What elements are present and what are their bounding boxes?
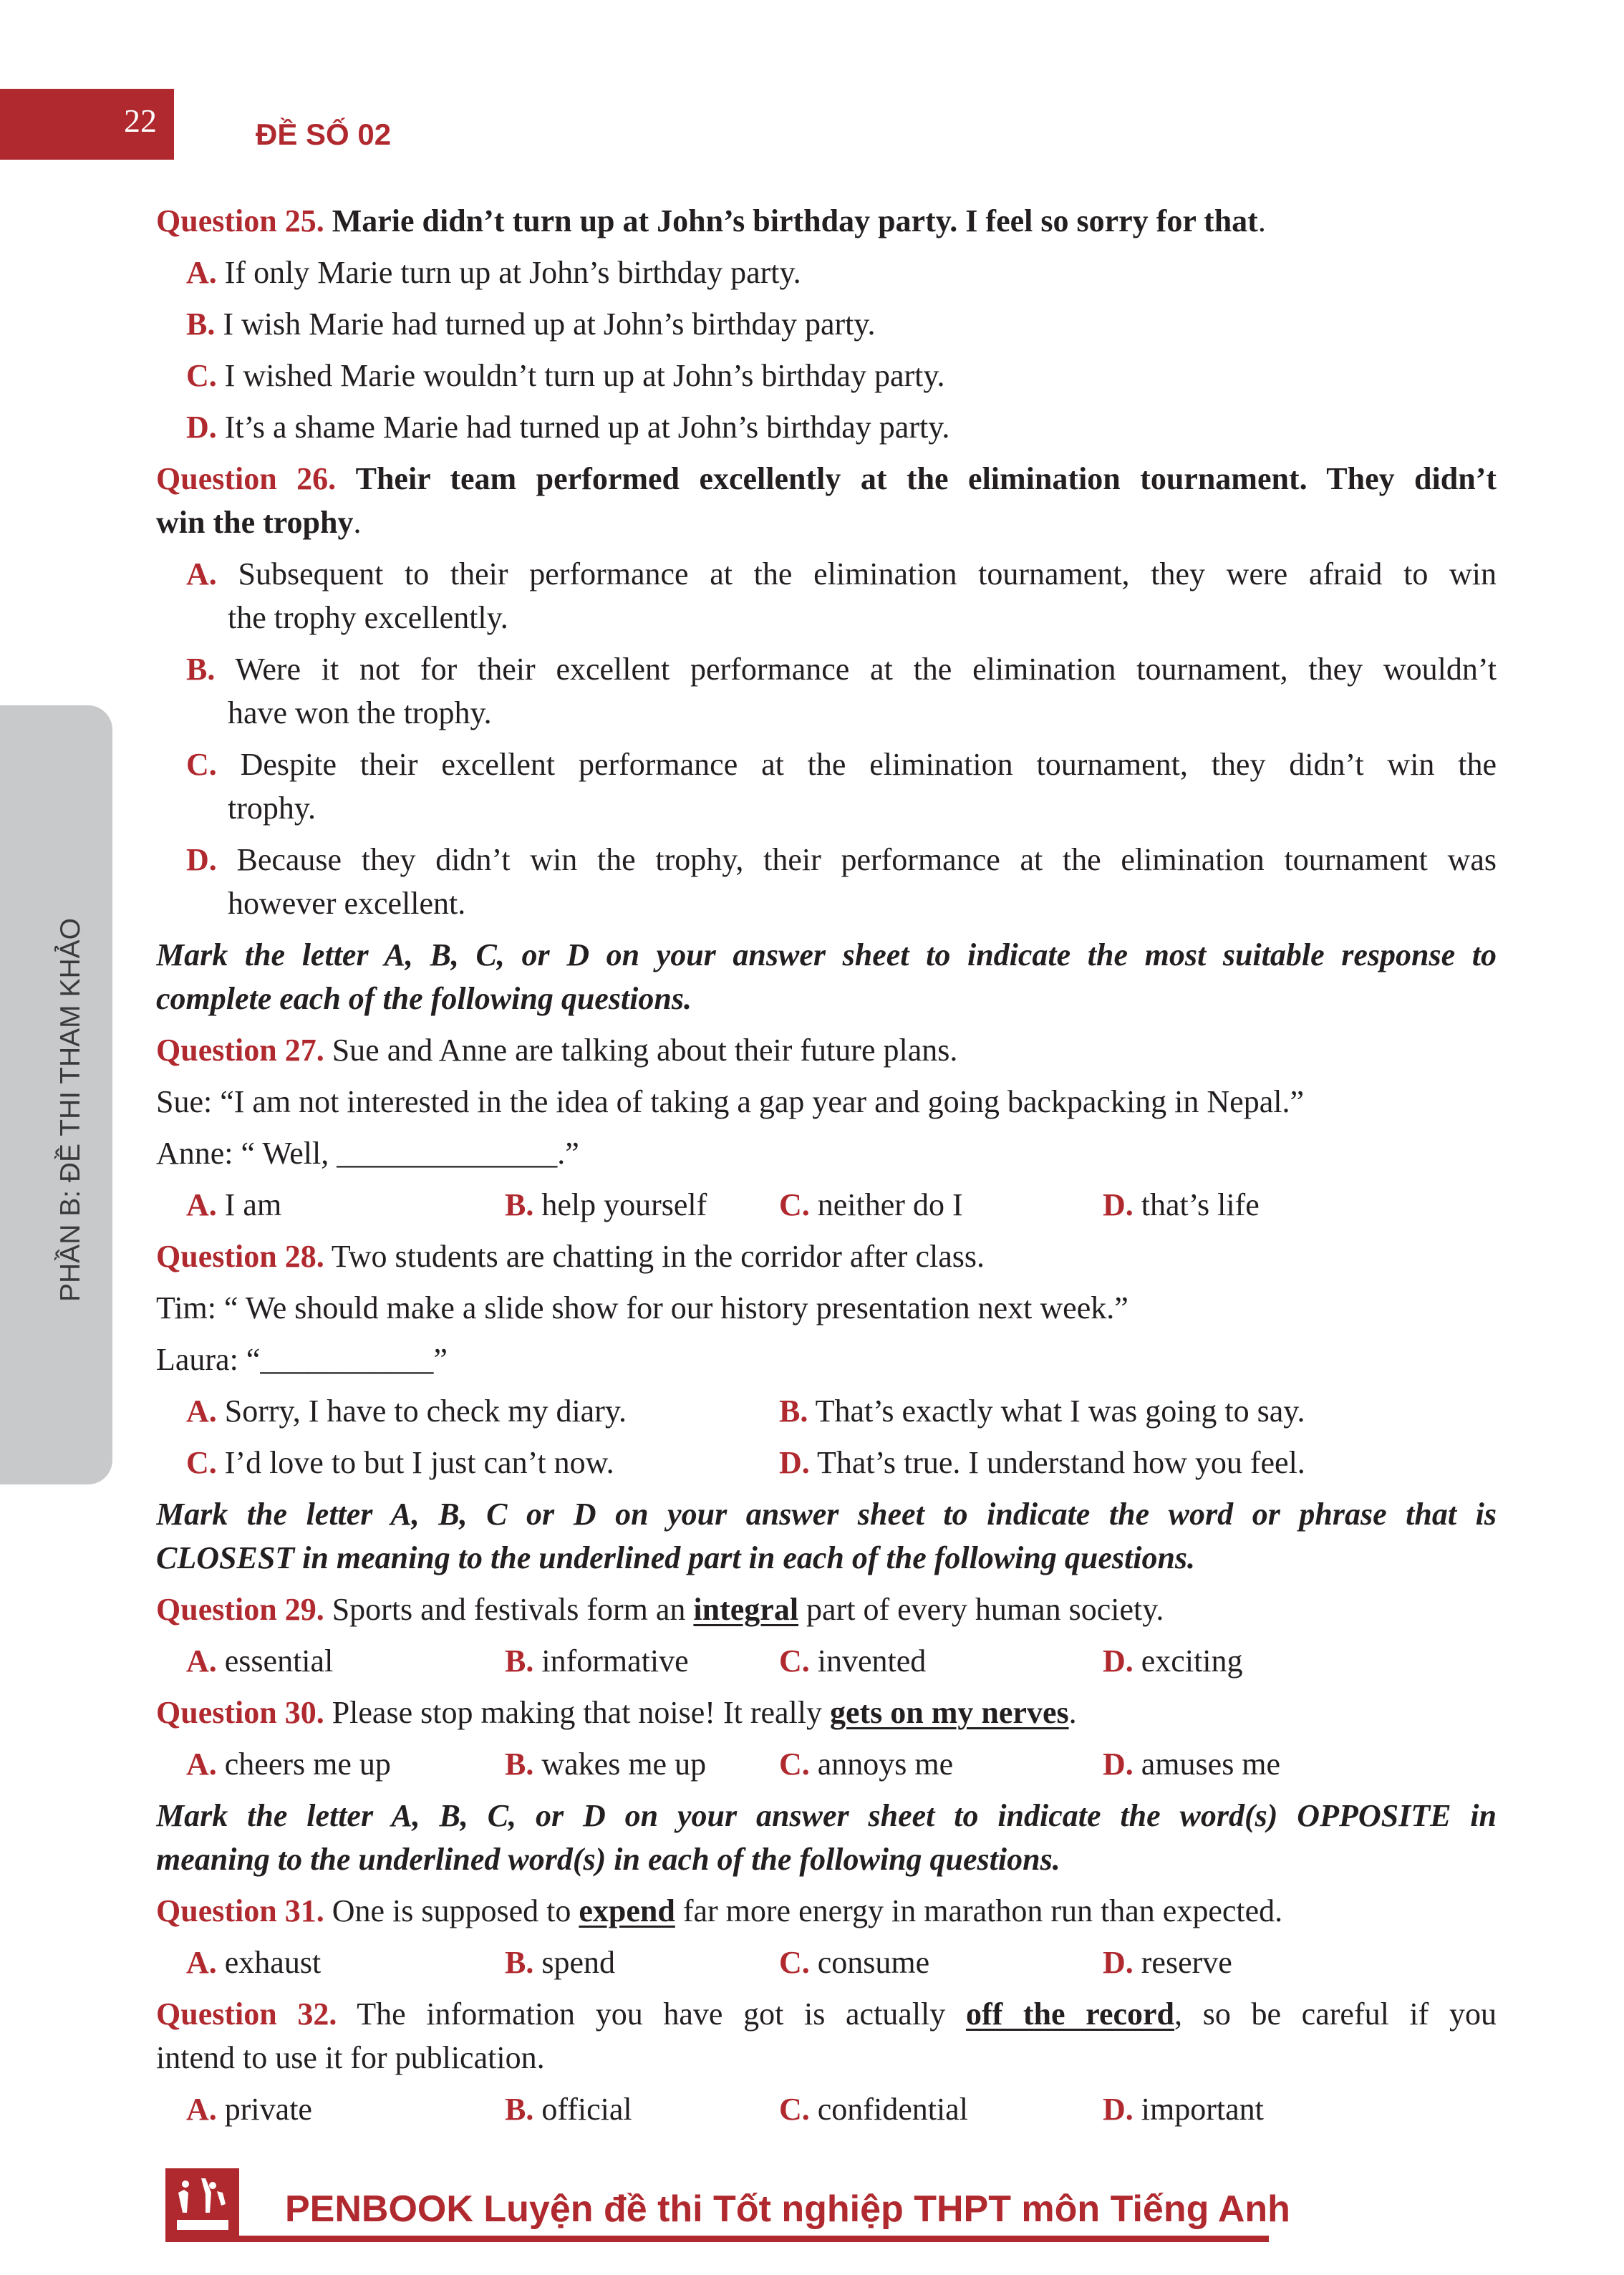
options-row <box>156 1639 1497 1683</box>
option-d <box>186 838 1497 881</box>
option-d <box>1103 1941 1232 1984</box>
option-a <box>186 552 1497 596</box>
question-stem: Their team performed excellently at the elimination tournament. They didn’t <box>355 461 1497 496</box>
option-c <box>186 743 1497 786</box>
option-c <box>779 1742 953 1786</box>
option-d <box>1103 1183 1260 1227</box>
option-letter: C. <box>779 1643 810 1679</box>
option-text: private <box>224 2092 312 2127</box>
dialogue-line: Laura: “___________” <box>156 1342 448 1377</box>
option-text: essential <box>224 1643 334 1679</box>
option-letter: C. <box>779 1187 810 1222</box>
option-c <box>779 2087 968 2131</box>
option-letter: C. <box>779 1747 810 1782</box>
question-label: Question 25. <box>156 203 324 238</box>
option-text: exciting <box>1141 1643 1243 1679</box>
option-text: If only Marie turn up at John’s birthday party. <box>224 255 801 290</box>
option-letter: B. <box>186 652 216 687</box>
instruction: Mark the letter A, B, C or D on your answer sheet to indicate the word or phrase that is <box>156 1497 1497 1532</box>
option-text: That’s exactly what I was going to say. <box>815 1394 1305 1429</box>
option-letter: A. <box>186 255 217 290</box>
option-b <box>186 647 1497 691</box>
option-letter: B. <box>505 2092 534 2127</box>
option-text: reserve <box>1141 1945 1232 1980</box>
option-c-cont: trophy. <box>228 791 316 826</box>
option-b <box>505 1639 689 1683</box>
option-letter: D. <box>1103 1187 1134 1222</box>
question-label: Question 30. <box>156 1695 324 1730</box>
option-text: exhaust <box>224 1945 322 1980</box>
option-c <box>779 1639 926 1683</box>
option-a <box>186 2087 312 2131</box>
option-letter: C. <box>186 747 217 782</box>
option-letter: D. <box>186 842 217 877</box>
stem-text: . <box>1068 1695 1077 1730</box>
option-c <box>156 354 1497 397</box>
question-26-cont <box>156 501 1497 544</box>
option-letter: D. <box>186 410 217 445</box>
option-text: I’d love to but I just can’t now. <box>224 1445 614 1480</box>
option-letter: C. <box>779 1945 810 1980</box>
option-text: that’s life <box>1141 1187 1260 1222</box>
penbook-logo-icon <box>165 2168 239 2242</box>
option-text: Despite their excellent performance at the elimination tournament, they didn’t win the <box>240 747 1497 782</box>
stem-text: , so be careful if you <box>1174 1996 1497 2032</box>
question-28 <box>156 1235 1497 1278</box>
option-letter: A. <box>186 2092 217 2127</box>
exam-content <box>156 199 1497 2131</box>
option-letter: A. <box>186 556 217 591</box>
option-b <box>505 1941 615 1984</box>
instruction: Mark the letter A, B, C, or D on your answer sheet to indicate the most suitable response to <box>156 937 1497 972</box>
option-text: amuses me <box>1141 1747 1281 1782</box>
dialogue-line: Tim: “ We should make a slide show for our history presentation next week.” <box>156 1290 1128 1325</box>
option-text: help yourself <box>541 1187 707 1222</box>
option-letter: A. <box>186 1187 217 1222</box>
question-label: Question 32. <box>156 1996 337 2032</box>
question-label: Question 31. <box>156 1893 324 1928</box>
option-a-cont: the trophy excellently. <box>228 600 508 635</box>
question-label: Question 27. <box>156 1033 324 1068</box>
stem-text: far more energy in marathon run than expected. <box>675 1893 1283 1928</box>
option-letter: C. <box>186 358 217 393</box>
stem-text: Sports and festivals form an <box>332 1592 694 1627</box>
question-31 <box>156 1889 1497 1933</box>
option-d <box>1103 1742 1280 1786</box>
option-text: neither do I <box>817 1187 963 1222</box>
option-text: spend <box>541 1945 616 1980</box>
option-text: wakes me up <box>541 1747 707 1782</box>
option-letter: A. <box>186 1747 217 1782</box>
question-stem: Sue and Anne are talking about their future plans. <box>332 1033 958 1068</box>
option-letter: A. <box>186 1643 217 1679</box>
underlined-word: integral <box>693 1592 799 1627</box>
question-27 <box>156 1028 1497 1072</box>
option-text: I am <box>224 1187 282 1222</box>
options-row <box>156 2087 1497 2131</box>
option-letter: D. <box>1103 1747 1134 1782</box>
option-text: confidential <box>817 2092 968 2127</box>
option-text: Because they didn’t win the trophy, their performance at the elimination tournament was <box>236 842 1497 877</box>
option-letter: D. <box>1103 2092 1134 2127</box>
option-d-cont: however excellent. <box>228 886 466 921</box>
option-letter: B. <box>186 306 216 342</box>
underlined-word: expend <box>579 1893 675 1928</box>
option-a <box>186 1639 333 1683</box>
instruction: Mark the letter A, B, C, or D on your answer sheet to indicate the word(s) OPPOSITE in <box>156 1798 1497 1833</box>
punct: . <box>353 505 362 540</box>
option-letter: B. <box>505 1643 534 1679</box>
option-letter: A. <box>186 1394 217 1429</box>
option-letter: D. <box>1103 1643 1134 1679</box>
option-letter: B. <box>779 1394 808 1429</box>
page-number-box <box>0 89 174 160</box>
stem-text: Please stop making that noise! It really <box>332 1695 830 1730</box>
option-text: official <box>541 2092 632 2127</box>
question-32-cont: intend to use it for publication. <box>156 2040 545 2075</box>
stem-text: The information you have got is actually <box>357 1996 966 2032</box>
question-30 <box>156 1691 1497 1734</box>
option-a <box>186 1742 391 1786</box>
question-stem: Marie didn’t turn up at John’s birthday party. I feel so sorry for that <box>332 203 1258 238</box>
option-text: informative <box>541 1643 689 1679</box>
option-b <box>505 1183 707 1227</box>
question-29 <box>156 1588 1497 1631</box>
option-b-cont: have won the trophy. <box>228 695 492 730</box>
option-b <box>505 1742 706 1786</box>
question-32 <box>156 1992 1497 2036</box>
question-25 <box>156 199 1497 243</box>
question-label: Question 29. <box>156 1592 324 1627</box>
option-b <box>779 1389 1305 1433</box>
question-stem: Two students are chatting in the corridor after class. <box>331 1239 985 1274</box>
option-text: Sorry, I have to check my diary. <box>224 1394 627 1429</box>
option-c <box>186 1441 614 1484</box>
side-tab-label: PHẦN B: ĐỀ THI THAM KHẢO <box>55 918 86 1302</box>
option-a <box>156 251 1497 294</box>
option-b <box>156 302 1497 346</box>
instruction-cont: CLOSEST in meaning to the underlined part in each of the following questions. <box>156 1540 1196 1575</box>
question-26 <box>156 457 1497 501</box>
option-d <box>1103 2087 1264 2131</box>
options-row <box>156 1389 1497 1433</box>
option-d <box>1103 1639 1243 1683</box>
options-row <box>156 1742 1497 1786</box>
page-number: 22 <box>124 102 157 139</box>
option-text: invented <box>817 1643 927 1679</box>
options-row <box>156 1941 1497 1984</box>
option-text: I wished Marie wouldn’t turn up at John’s birthday party. <box>224 358 945 393</box>
footer-rule <box>165 2236 1269 2242</box>
option-c <box>779 1183 963 1227</box>
option-text: consume <box>817 1945 930 1980</box>
dialogue-line: Anne: “ Well, ______________.” <box>156 1136 579 1171</box>
punct: . <box>1257 203 1266 238</box>
instruction-cont: complete each of the following questions. <box>156 981 692 1016</box>
option-letter: C. <box>779 2092 810 2127</box>
option-d <box>779 1441 1305 1484</box>
option-letter: C. <box>186 1445 217 1480</box>
option-text: It’s a shame Marie had turned up at John’s birthday party. <box>224 410 950 445</box>
dialogue-line: Sue: “I am not interested in the idea of taking a gap year and going backpacking in Nepal.” <box>156 1084 1304 1119</box>
section-title: ĐỀ SỐ 02 <box>256 117 392 151</box>
option-text: That’s true. I understand how you feel. <box>817 1445 1305 1480</box>
option-letter: B. <box>505 1187 534 1222</box>
underlined-phrase: off the record <box>965 1996 1175 2032</box>
option-text: annoys me <box>817 1747 954 1782</box>
option-a <box>186 1389 627 1433</box>
instruction-cont: meaning to the underlined word(s) in each of the following questions. <box>156 1842 1060 1877</box>
option-text: I wish Marie had turned up at John’s birthday party. <box>223 306 876 342</box>
question-stem-cont: win the trophy <box>156 505 354 540</box>
option-a <box>186 1941 321 1984</box>
option-text: Subsequent to their performance at the elimination tournament, they were afraid to win <box>238 556 1497 591</box>
question-label: Question 28. <box>156 1239 324 1274</box>
option-text: Were it not for their excellent performance at the elimination tournament, they wouldn’t <box>235 652 1497 687</box>
option-letter: B. <box>505 1747 534 1782</box>
option-text: important <box>1141 2092 1264 2127</box>
question-label: Question 26. <box>156 461 337 496</box>
stem-text: part of every human society. <box>798 1592 1164 1627</box>
option-c <box>779 1941 929 1984</box>
option-letter: D. <box>779 1445 810 1480</box>
options-row <box>156 1441 1497 1484</box>
option-letter: A. <box>186 1945 217 1980</box>
underlined-phrase: gets on my nerves <box>829 1695 1069 1730</box>
options-row <box>156 1183 1497 1227</box>
option-letter: D. <box>1103 1945 1134 1980</box>
option-letter: B. <box>505 1945 534 1980</box>
option-d <box>156 405 1497 449</box>
option-b <box>505 2087 632 2131</box>
option-text: cheers me up <box>224 1747 391 1782</box>
option-a <box>186 1183 281 1227</box>
footer-title: PENBOOK Luyện đề thi Tốt nghiệp THPT môn Tiếng Anh <box>285 2188 1290 2230</box>
stem-text: One is supposed to <box>332 1893 579 1928</box>
